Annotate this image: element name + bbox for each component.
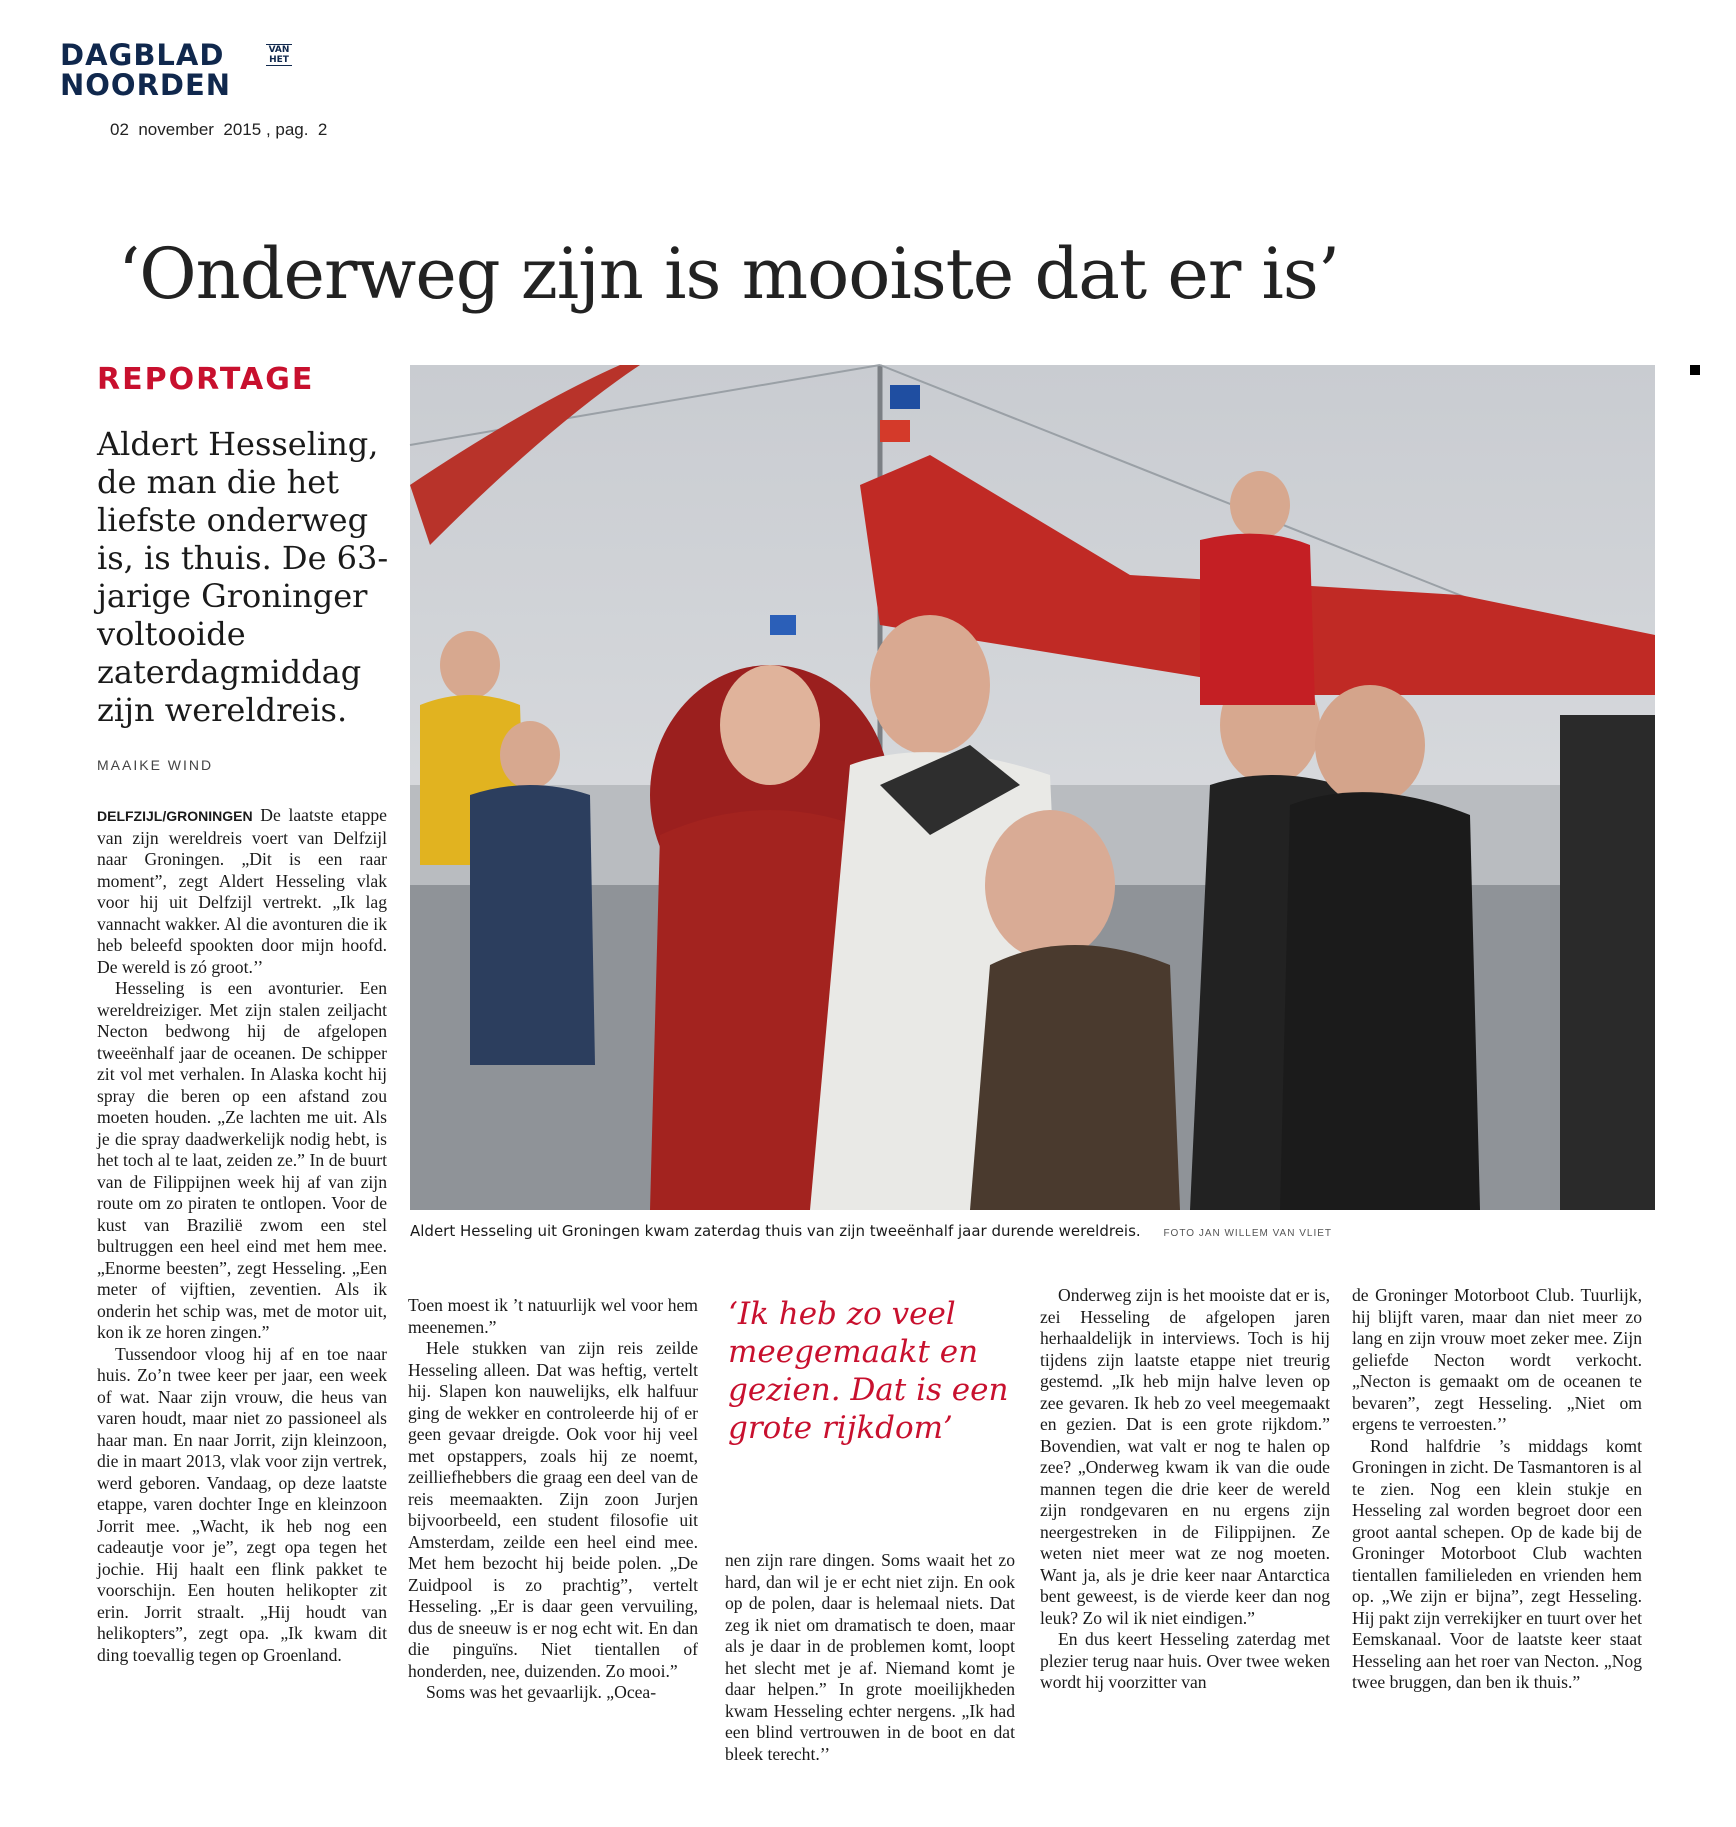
dateline: DELFZIJL/GRONINGEN <box>97 808 253 824</box>
author-byline: MAAIKE WIND <box>97 757 214 773</box>
text-column-4 <box>1040 1285 1330 1700</box>
section-label: REPORTAGE <box>97 362 315 397</box>
text-column-2 <box>408 1295 698 1702</box>
paragraph: En dus keert Hesseling zaterdag met plezier terug naar huis. Over twee weken wordt hij voorzitter van <box>1040 1629 1330 1692</box>
logo-line-noorden: NOORDEN <box>60 68 232 102</box>
logo-van-het: VAN HET <box>266 44 292 66</box>
caption-text: Aldert Hesseling uit Groningen kwam zaterdag thuis van zijn tweeënhalf jaar durende wereldreis. <box>410 1222 1141 1240</box>
newspaper-logo <box>60 40 290 102</box>
pull-quote: ‘Ik heb zo veel meegemaakt en gezien. Dat is een grote rijkdom’ <box>728 1296 1009 1446</box>
paragraph: Hesseling is een avonturier. Een wereldreiziger. Met zijn stalen zeiljacht Necton bedwong hij de afgelopen tweeënhalf jaar de oceanen. De schipper zit vol met verhalen. In Alaska kocht hij spray die beren op een afstand zou moeten houden. „Ze lachten me uit. Als je die spray daadwerkelijk nodig hebt, is het toch al te laat, zeiden ze.” In de buurt van de Filippijnen week hij af van zijn route om zo piraten te ontlopen. Voor de kust van Brazilië zwom een stel bultruggen een heel eind met hem mee. „Enorme beesten”, zegt Hesseling. „Een meter of vijftien, zeventien. Als ik onderin het schip was, met de motor uit, kon ik ze horen zingen.” <box>97 978 387 1342</box>
paragraph: Onderweg zijn is het mooiste dat er is, zei Hesseling de afgelopen jaren herhaaldelijk in interviews. Toch is hij tijdens zijn laatste etappe niet treurig gestemd. „Ik heb mijn halve leven op zee gevaren. Ik heb zo veel meegemaakt en gezien. Dat is een grote rijkdom.” Bovendien, wat valt er nog te halen op zee? „Onderweg kwam ik van die oude mannen tegen die drie keer de wereld zijn rondgevaren en nu ergens zijn neergestreken in de Filippijnen. Ze weten niet meer wat ze nog moeten. Want ja, als je drie keer naar Antarctica bent geweest, is de vierde keer dan nog leuk? Zo wil ik niet eindigen.” <box>1040 1285 1330 1628</box>
issue-date: 02 november 2015 , pag. 2 <box>110 120 328 139</box>
article-intro: Aldert Hesseling, de man die het liefste onderweg is, is thuis. De 63-jarige Groninger voltooide zaterdagmiddag zijn wereldreis. <box>97 425 389 729</box>
paragraph: Soms was het gevaarlijk. „Ocea- <box>426 1682 657 1702</box>
paragraph: nen zijn rare dingen. Soms waait het zo hard, dan wil je er echt niet zijn. En ook op de polen, daar is helemaal niets. Dat zeg ik niet om dramatisch te doen, maar als je daar in de problemen komt, loopt het slecht met je af. Niemand komt je daar helpen.” In grote moeilijkheden kwam Hesseling echter nergens. „Ik had een blind vertrouwen in de boot en dat bleek terecht.’’ <box>725 1550 1015 1764</box>
paragraph: Tussendoor vloog hij af en toe naar huis. Zo’n twee keer per jaar, een week of wat. Naar zijn vrouw, die heus van varen houdt, maar niet zo passioneel als haar man. En naar Jorrit, zijn kleinzoon, die in maart 2013, vlak voor zijn vertrek, werd geboren. Vandaag, op deze laatste etappe, varen dochter Inge en kleinzoon Jorrit mee. „Wacht, ik heb nog een cadeautje voor je”, zegt opa tegen het jochie. Hij haalt een flink pakket te voorschijn. Een houten helikopter zit erin. Jorrit straalt. „Hij houdt van helikopters”, zegt opa. „Ik kwam dit ding toevallig tegen op Groenland. <box>97 1343 387 1665</box>
paragraph: de Groninger Motorboot Club. Tuurlijk, hij blijft varen, maar dan niet meer zo lang en zijn vrouw moet zeker mee. Zijn geliefde Necton wordt verkocht. „Necton is gemaakt om de oceanen te bevaren”, zegt Hesseling. „Niet om ergens te verroesten.’’ <box>1352 1285 1642 1434</box>
paragraph: Hele stukken van zijn reis zeilde Hesseling alleen. Dat was heftig, vertelt hij. Slapen kon nauwelijks, elk halfuur ging de wekker en controleerde hij of er geen gevaar dreigde. Ook voor hij veel met opstappers, zoals hij ze noemt, zeilliefhebbers die graag een deel van de reis meemaakten. Zijn zoon Jurjen bijvoorbeeld, een student filosofie uit Amsterdam, zeilde een heel eind mee. Met hem bezocht hij beide polen. „De Zuidpool is zo prachtig”, vertelt Hesseling. „Er is daar geen vervuiling, dus de sneeuw is er nog echt wit. En dan die pinguïns. Niet tientallen of honderden, nee, duizenden. Zo mooi.” <box>408 1338 698 1681</box>
text-column-3 <box>725 1550 1015 1764</box>
paragraph-text: De laatste etappe van zijn wereldreis voert van Delfzijl naar Groningen. „Dit is een raar moment”, zegt Aldert Hesseling vlak voor hij uit Delfzijl vertrekt. „Ik lag vannacht wakker. Al die avonturen die ik heb beleefd spookten door mijn hoofd. De wereld is zó groot.’’ <box>97 805 387 977</box>
photo-credit: FOTO JAN WILLEM VAN VLIET <box>1163 1228 1332 1239</box>
text-column-5 <box>1352 1285 1642 1700</box>
article-headline: ‘Onderweg zijn is mooiste dat er is’ <box>118 233 1340 315</box>
paragraph: Toen moest ik ’t natuurlijk wel voor hem meenemen.” <box>408 1295 698 1337</box>
article-photo <box>410 365 1655 1210</box>
paragraph: Rond halfdrie ’s middags komt Groningen in zicht. De Tasmantoren is al te zien. Nog een klein stukje en Hesseling zal worden begroet door een groot aantal schepen. Op de kade bij de Groninger Motorboot Club wachten tientallen familieleden en vrienden hem op. „We zijn er bijna”, zegt Hesseling. Hij pakt zijn verrekijker en tuurt over het Eemskanaal. Voor de laatste keer staat Hesseling aan het roer van Necton. „Nog twee bruggen, dan ben ik thuis.” <box>1352 1435 1642 1692</box>
text-column-1 <box>97 805 387 1695</box>
logo-line-dagblad: DAGBLAD <box>60 38 225 72</box>
photo-caption <box>410 1222 1655 1240</box>
paragraph <box>97 805 387 978</box>
